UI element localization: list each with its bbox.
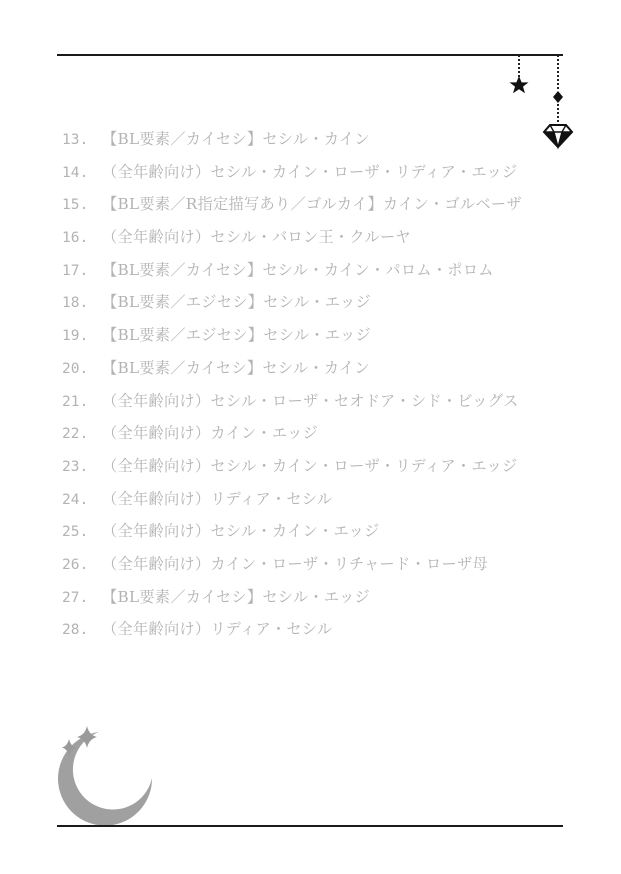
item-text: （全年齢向け）セシル・ローザ・セオドア・シド・ビッグス <box>102 391 519 410</box>
list-item <box>62 586 582 619</box>
list-item <box>62 520 582 553</box>
item-number: 16. <box>62 230 89 247</box>
item-text: 【BL要素／カイセシ】セシル・カイン <box>102 358 370 377</box>
list-item <box>62 422 582 455</box>
item-text: 【BL要素／エジセシ】セシル・エッジ <box>102 326 371 345</box>
item-text: 【BL要素／カイセシ】セシル・カイン・パロム・ポロム <box>102 260 494 279</box>
item-text: （全年齢向け）リディア・セシル <box>102 620 333 639</box>
list-item <box>62 193 582 226</box>
item-number: 25. <box>62 524 89 541</box>
list-item <box>62 324 582 357</box>
top-rule <box>57 54 563 56</box>
list-item <box>62 259 582 292</box>
item-number: 22. <box>62 426 89 443</box>
list-item <box>62 357 582 390</box>
item-number: 26. <box>62 556 89 573</box>
item-text: （全年齢向け）セシル・カイン・ローザ・リディア・エッジ <box>102 456 518 475</box>
list-item <box>62 291 582 324</box>
item-number: 18. <box>62 295 89 312</box>
item-number: 13. <box>62 132 89 148</box>
item-text: （全年齢向け）セシル・カイン・ローザ・リディア・エッジ <box>102 162 518 181</box>
item-number: 20. <box>62 360 89 377</box>
moon-ornament <box>55 722 165 827</box>
item-number: 19. <box>62 328 89 345</box>
bottom-rule <box>57 825 563 827</box>
diamond-icon <box>553 91 563 103</box>
list-item <box>62 161 582 194</box>
list-item <box>62 618 582 651</box>
list-item <box>62 128 582 161</box>
item-text: 【BL要素／カイセシ】セシル・エッジ <box>102 587 371 606</box>
item-number: 27. <box>62 589 89 606</box>
item-text: （全年齢向け）カイン・エッジ <box>102 424 319 443</box>
list-item <box>62 455 582 488</box>
list-item <box>62 226 582 259</box>
story-list <box>62 128 582 651</box>
item-text: 【BL要素／R指定描写あり／ゴルカイ】カイン・ゴルベーザ <box>102 195 522 214</box>
item-number: 15. <box>62 197 89 214</box>
item-number: 28. <box>62 622 89 639</box>
list-item <box>62 553 582 586</box>
item-text: 【BL要素／エジセシ】セシル・エッジ <box>102 293 371 312</box>
list-item <box>62 488 582 521</box>
item-number: 17. <box>62 262 89 279</box>
item-number: 21. <box>62 393 89 410</box>
item-text: 【BL要素／カイセシ】セシル・カイン <box>102 130 370 148</box>
item-number: 24. <box>62 491 89 508</box>
item-number: 23. <box>62 458 89 475</box>
list-item <box>62 390 582 423</box>
item-text: （全年齢向け）セシル・バロン王・クルーヤ <box>102 228 411 247</box>
item-number: 14. <box>62 164 89 181</box>
item-text: （全年齢向け）セシル・カイン・エッジ <box>102 522 380 541</box>
item-text: （全年齢向け）カイン・ローザ・リチャード・ローザ母 <box>102 554 488 573</box>
item-text: （全年齢向け）リディア・セシル <box>102 489 333 508</box>
star-icon <box>510 76 529 93</box>
